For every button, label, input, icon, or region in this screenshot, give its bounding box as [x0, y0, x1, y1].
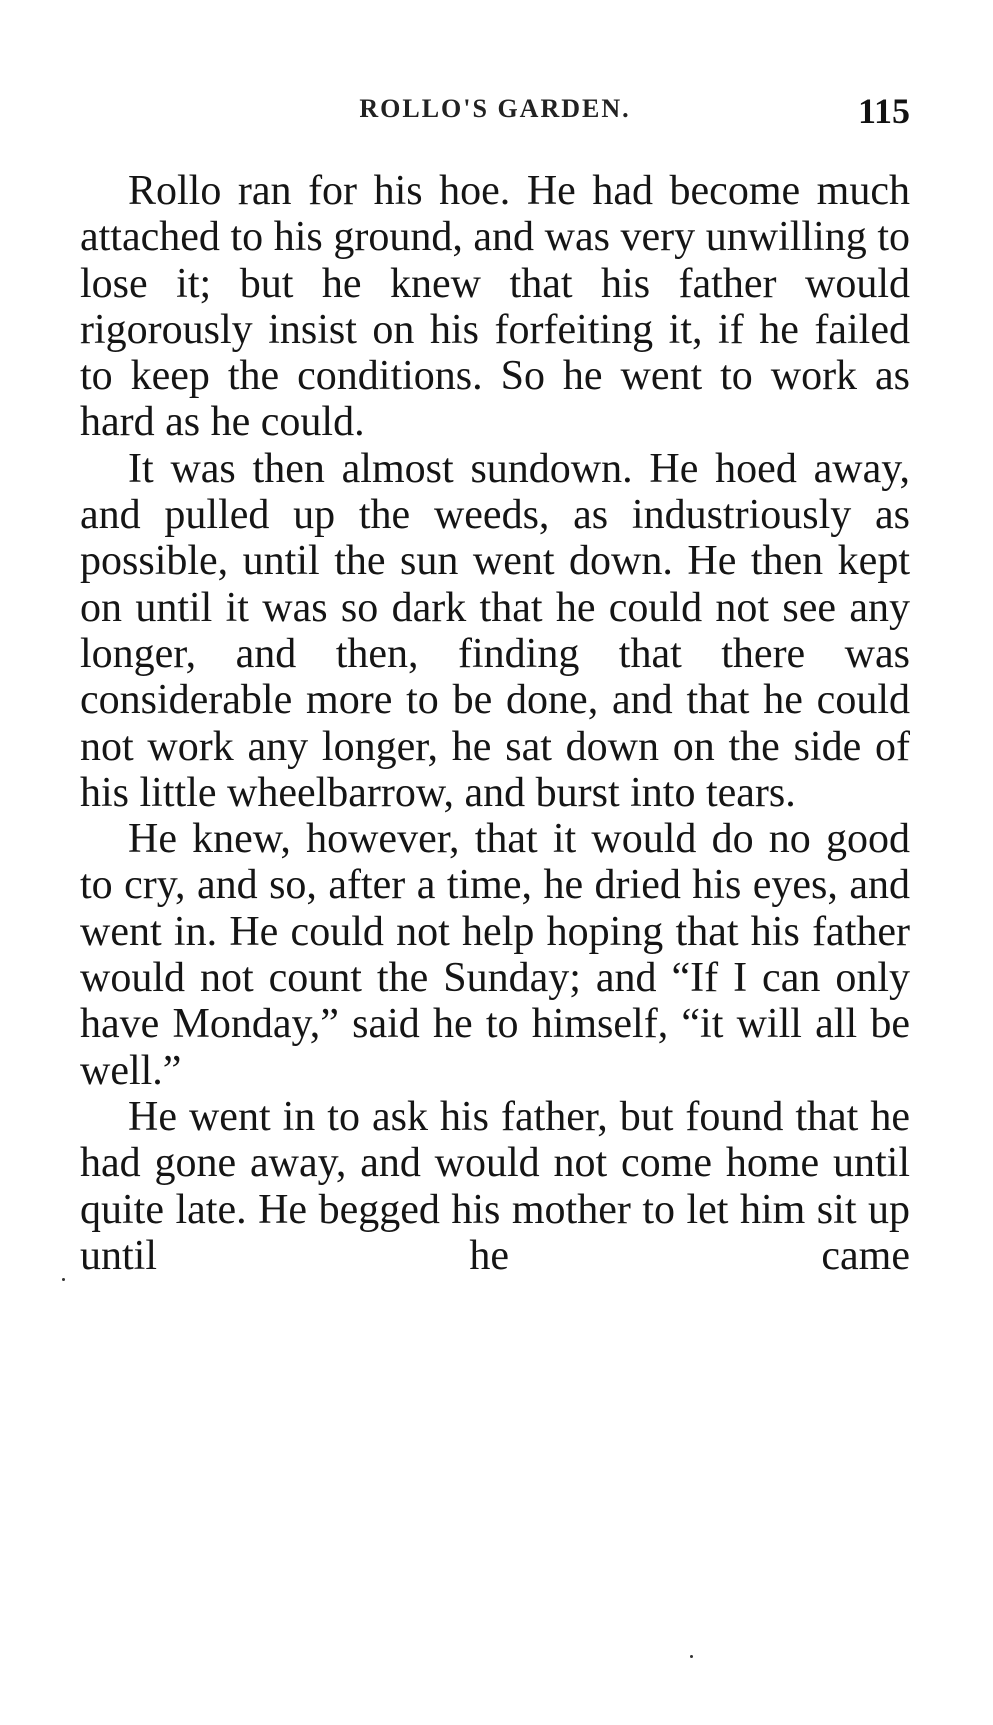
print-speck: [690, 1655, 693, 1658]
running-title: ROLLO'S GARDEN.: [359, 94, 631, 123]
page-number: 115: [857, 91, 910, 131]
paragraph: Rollo ran for his hoe. He had become much attached to his ground, and was very unwilling to lose it; but he knew that his father would rigorously insist on his forfeiting it, if he failed to keep the conditions. So he went to work as hard as he could.: [80, 168, 910, 446]
paragraph: He went in to ask his father, but found that he had gone away, and would not come home until quite late. He begged his mother to let him sit up until he came: [80, 1093, 910, 1279]
paragraph: He knew, however, that it would do no good to cry, and so, after a time, he dried his eyes, and went in. He could not help hoping that his father would not count the Sunday; and “If I can only have Monday,” said he to himself, “it will all be well.”: [80, 816, 910, 1094]
margin-speck: [62, 1278, 65, 1281]
paragraph: It was then almost sundown. He hoed away, and pulled up the weeds, as industriously as possible, until the sun went down. He then kept on until it was so dark that he could not see any longer, and then, finding that there was considerable more to be done, and that he could not work any longer, he sat down on the side of his little wheelbarrow, and burst into tears.: [80, 445, 910, 816]
running-header: [80, 91, 910, 134]
body-text: [80, 168, 910, 1279]
